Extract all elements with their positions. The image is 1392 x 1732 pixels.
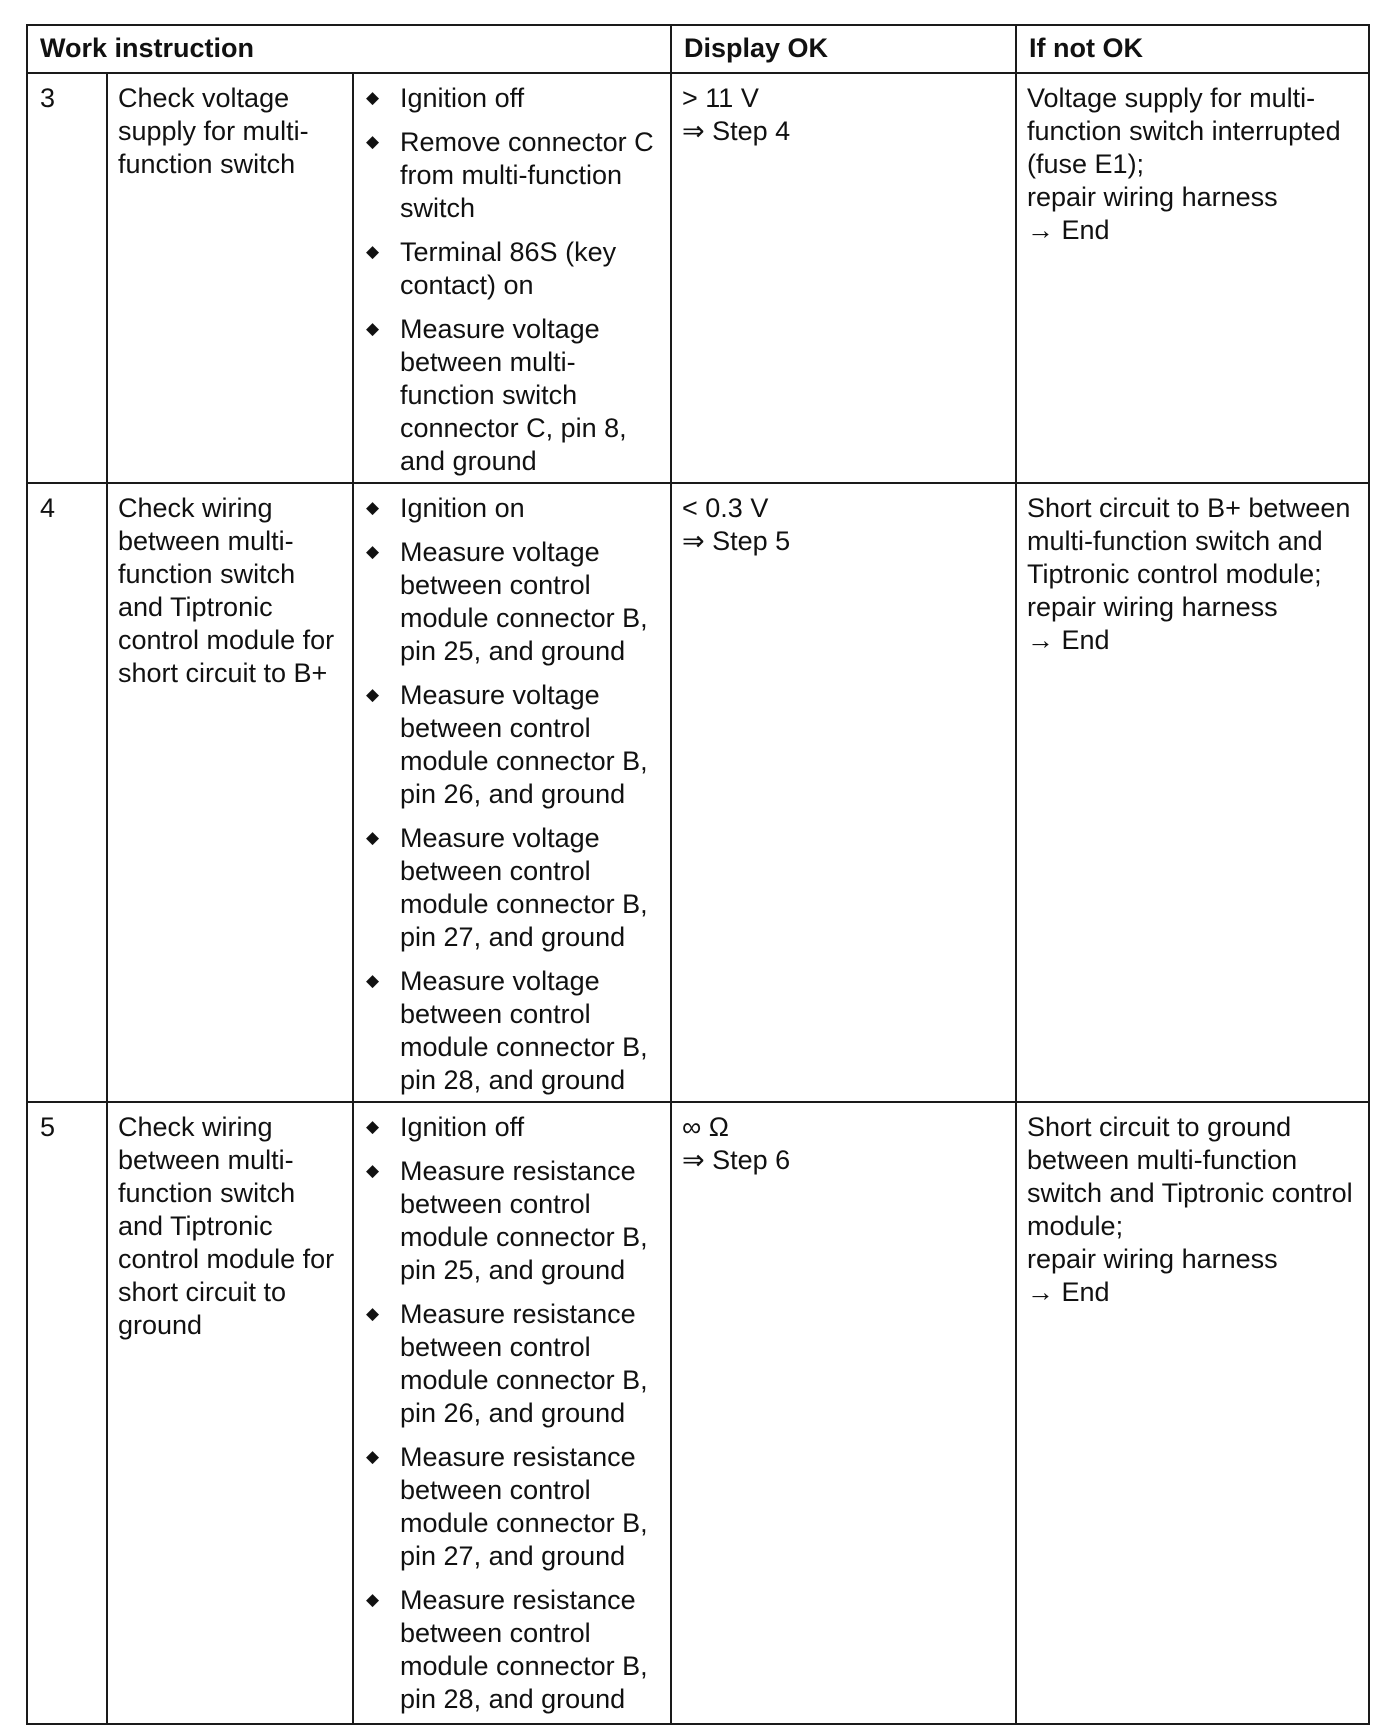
step-number: 3 xyxy=(40,83,56,113)
work-instruction-table xyxy=(26,24,1370,1725)
action-item: ◆ Measure resistance between control module connector B, pin 27, and ground xyxy=(362,1441,662,1573)
ok-threshold: < 0.3 V xyxy=(682,493,769,523)
table-body xyxy=(27,73,1369,1724)
action-item: ◆ Measure voltage between multi-function switch connector C, pin 8, and ground xyxy=(362,313,662,478)
display-ok-value xyxy=(672,484,1015,562)
action-item: ◆ Ignition off xyxy=(362,1111,662,1144)
task-description: Check wiring between multi-function switch and Tiptronic control module for short circuit to ground xyxy=(118,1112,335,1340)
action-list xyxy=(354,484,670,1101)
if-not-ok-value xyxy=(1017,484,1368,661)
table-row xyxy=(27,483,1369,1102)
ok-next-step: ⇒ Step 4 xyxy=(682,116,791,146)
if-not-ok-value xyxy=(1017,74,1368,251)
task-description: Check voltage supply for multi-function switch xyxy=(118,83,309,179)
action-item: ◆ Measure voltage between control module connector B, pin 25, and ground xyxy=(362,536,662,668)
action-item: ◆ Measure voltage between control module connector B, pin 27, and ground xyxy=(362,822,662,954)
action-item: ◆ Terminal 86S (key contact) on xyxy=(362,236,662,302)
ok-threshold: ∞ Ω xyxy=(682,1112,729,1142)
if-not-ok-value xyxy=(1017,1103,1368,1313)
table-header-row xyxy=(27,25,1369,73)
end-marker: → End xyxy=(1027,215,1110,245)
ok-threshold: > 11 V xyxy=(682,83,759,113)
fault-description: Short circuit to ground between multi-function switch and Tiptronic control module; xyxy=(1027,1112,1353,1241)
step-number: 4 xyxy=(40,493,56,523)
action-item: ◆ Ignition off xyxy=(362,82,662,115)
repair-action: repair wiring harness xyxy=(1027,1244,1278,1274)
end-marker: → End xyxy=(1027,625,1110,655)
action-item: ◆ Measure resistance between control module connector B, pin 25, and ground xyxy=(362,1155,662,1287)
display-ok-value xyxy=(672,74,1015,152)
table-row xyxy=(27,1102,1369,1724)
action-item: ◆ Measure voltage between control module connector B, pin 26, and ground xyxy=(362,679,662,811)
display-ok-value xyxy=(672,1103,1015,1181)
repair-action: repair wiring harness xyxy=(1027,182,1278,212)
ok-next-step: ⇒ Step 6 xyxy=(682,1145,791,1175)
action-item: ◆ Measure resistance between control module connector B, pin 28, and ground xyxy=(362,1584,662,1716)
ok-next-step: ⇒ Step 5 xyxy=(682,526,791,556)
fault-description: Short circuit to B+ between multi-function switch and Tiptronic control module; xyxy=(1027,493,1351,589)
action-list xyxy=(354,74,670,482)
repair-action: repair wiring harness xyxy=(1027,592,1278,622)
action-item: ◆ Remove connector C from multi-function switch xyxy=(362,126,662,225)
step-number: 5 xyxy=(40,1112,56,1142)
action-item: ◆ Ignition on xyxy=(362,492,662,525)
table-row xyxy=(27,73,1369,483)
header-display-ok: Display OK xyxy=(671,25,1016,73)
action-list xyxy=(354,1103,670,1720)
header-if-not-ok: If not OK xyxy=(1016,25,1369,73)
task-description: Check wiring between multi-function switch and Tiptronic control module for short circuit to B+ xyxy=(118,493,335,688)
header-work-instruction: Work instruction xyxy=(27,25,671,73)
action-item: ◆ Measure voltage between control module connector B, pin 28, and ground xyxy=(362,965,662,1097)
end-marker: → End xyxy=(1027,1277,1110,1307)
fault-description: Voltage supply for multi-function switch interrupted (fuse E1); xyxy=(1027,83,1341,179)
action-item: ◆ Measure resistance between control module connector B, pin 26, and ground xyxy=(362,1298,662,1430)
